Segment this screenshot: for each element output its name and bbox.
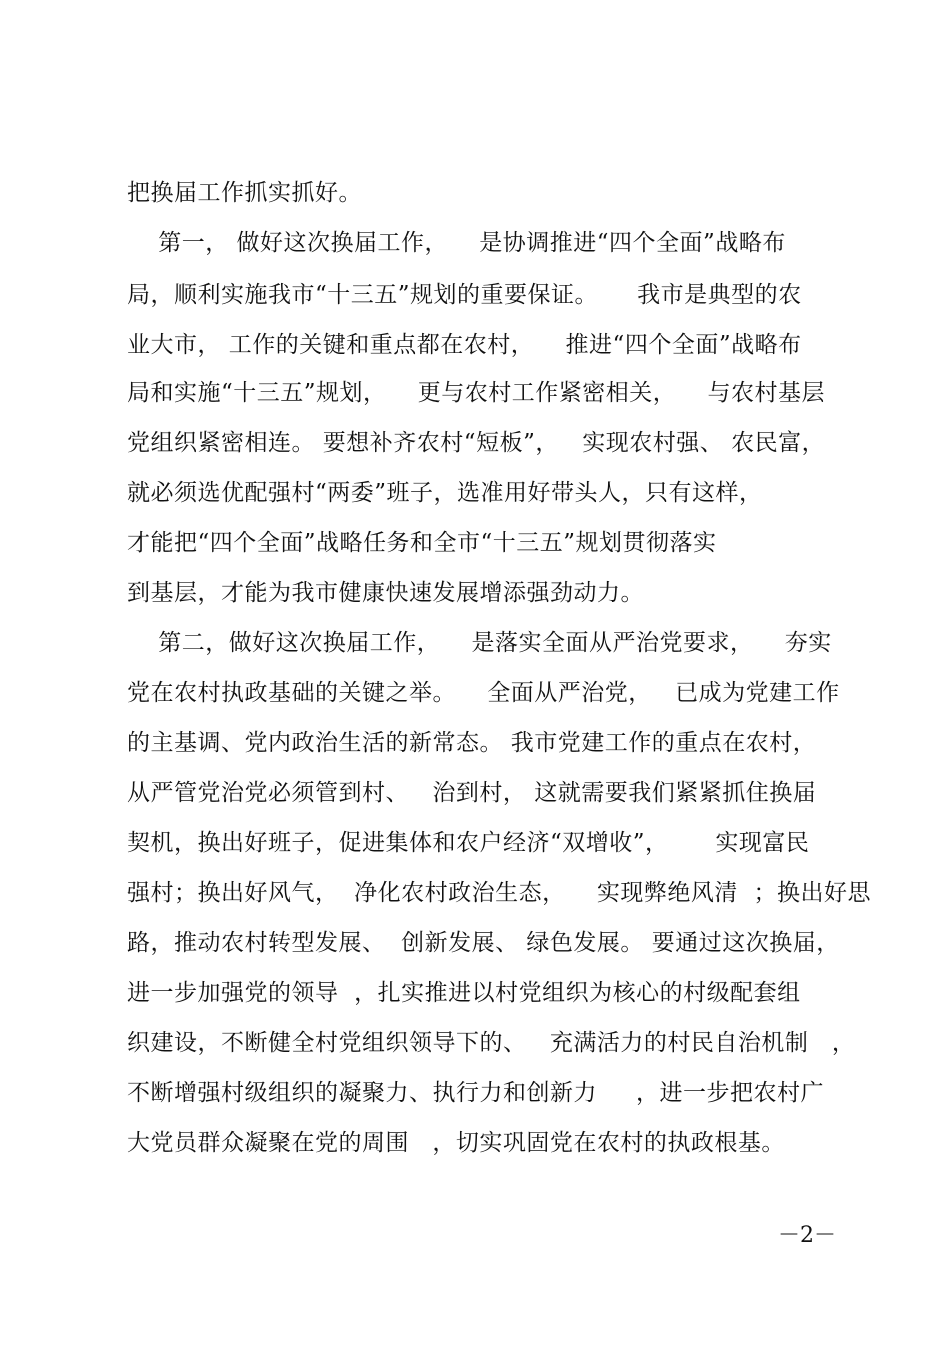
body-line-13: 从严管党治党必须管到村、 治到村， 这就需要我们紧紧抓住换届	[127, 780, 817, 806]
body-line-4: 业大市， 工作的关键和重点都在农村， 推进“四个全面”战略布	[127, 332, 802, 358]
body-line-14: 契机，换出好班子，促进集体和农户经济“双增收”， 实现富民	[127, 830, 810, 856]
body-line-19: 不断增强村级组织的凝聚力、执行力和创新力 ，进一步把农村广	[127, 1080, 825, 1106]
body-line-12: 的主基调、党内政治生活的新常态。 我市党建工作的重点在农村，	[127, 730, 817, 756]
body-line-10: 第二，做好这次换届工作， 是落实全面从严治党要求， 夯实	[127, 630, 832, 656]
body-line-1: 把换届工作抓实抓好。	[127, 180, 362, 206]
body-line-2: 第一， 做好这次换届工作， 是协调推进“四个全面”战略布	[127, 230, 786, 256]
body-line-8: 才能把“四个全面”战略任务和全市“十三五”规划贯彻落实	[127, 530, 717, 556]
body-line-20: 大党员群众凝聚在党的周围 ，切实巩固党在农村的执政根基。	[127, 1130, 785, 1156]
body-line-16: 路，推动农村转型发展、 创新发展、 绿色发展。 要通过这次换届，	[127, 930, 840, 956]
body-line-11: 党在农村执政基础的关键之举。 全面从严治党， 已成为党建工作	[127, 680, 840, 706]
body-line-15: 强村；换出好风气， 净化农村政治生态， 实现弊绝风清 ；换出好思	[127, 880, 871, 906]
body-line-18: 织建设，不断健全村党组织领导下的、 充满活力的村民自治机制 ，	[127, 1030, 856, 1056]
body-line-17: 进一步加强党的领导 ，扎实推进以村党组织为核心的村级配套组	[127, 980, 801, 1006]
body-line-3: 局，顺利实施我市“十三五”规划的重要保证。 我市是典型的农	[127, 282, 802, 308]
body-line-5: 局和实施“十三五”规划， 更与农村工作紧密相关， 与农村基层	[127, 380, 826, 406]
page-number: －2－	[778, 1223, 836, 1248]
body-line-9: 到基层，才能为我市健康快速发展增添强劲动力。	[127, 580, 644, 606]
body-line-6: 党组织紧密相连。 要想补齐农村“短板”， 实现农村强、 农民富，	[127, 430, 826, 456]
body-line-7: 就必须选优配强村“两委”班子，选准用好带头人，只有这样，	[127, 480, 763, 506]
